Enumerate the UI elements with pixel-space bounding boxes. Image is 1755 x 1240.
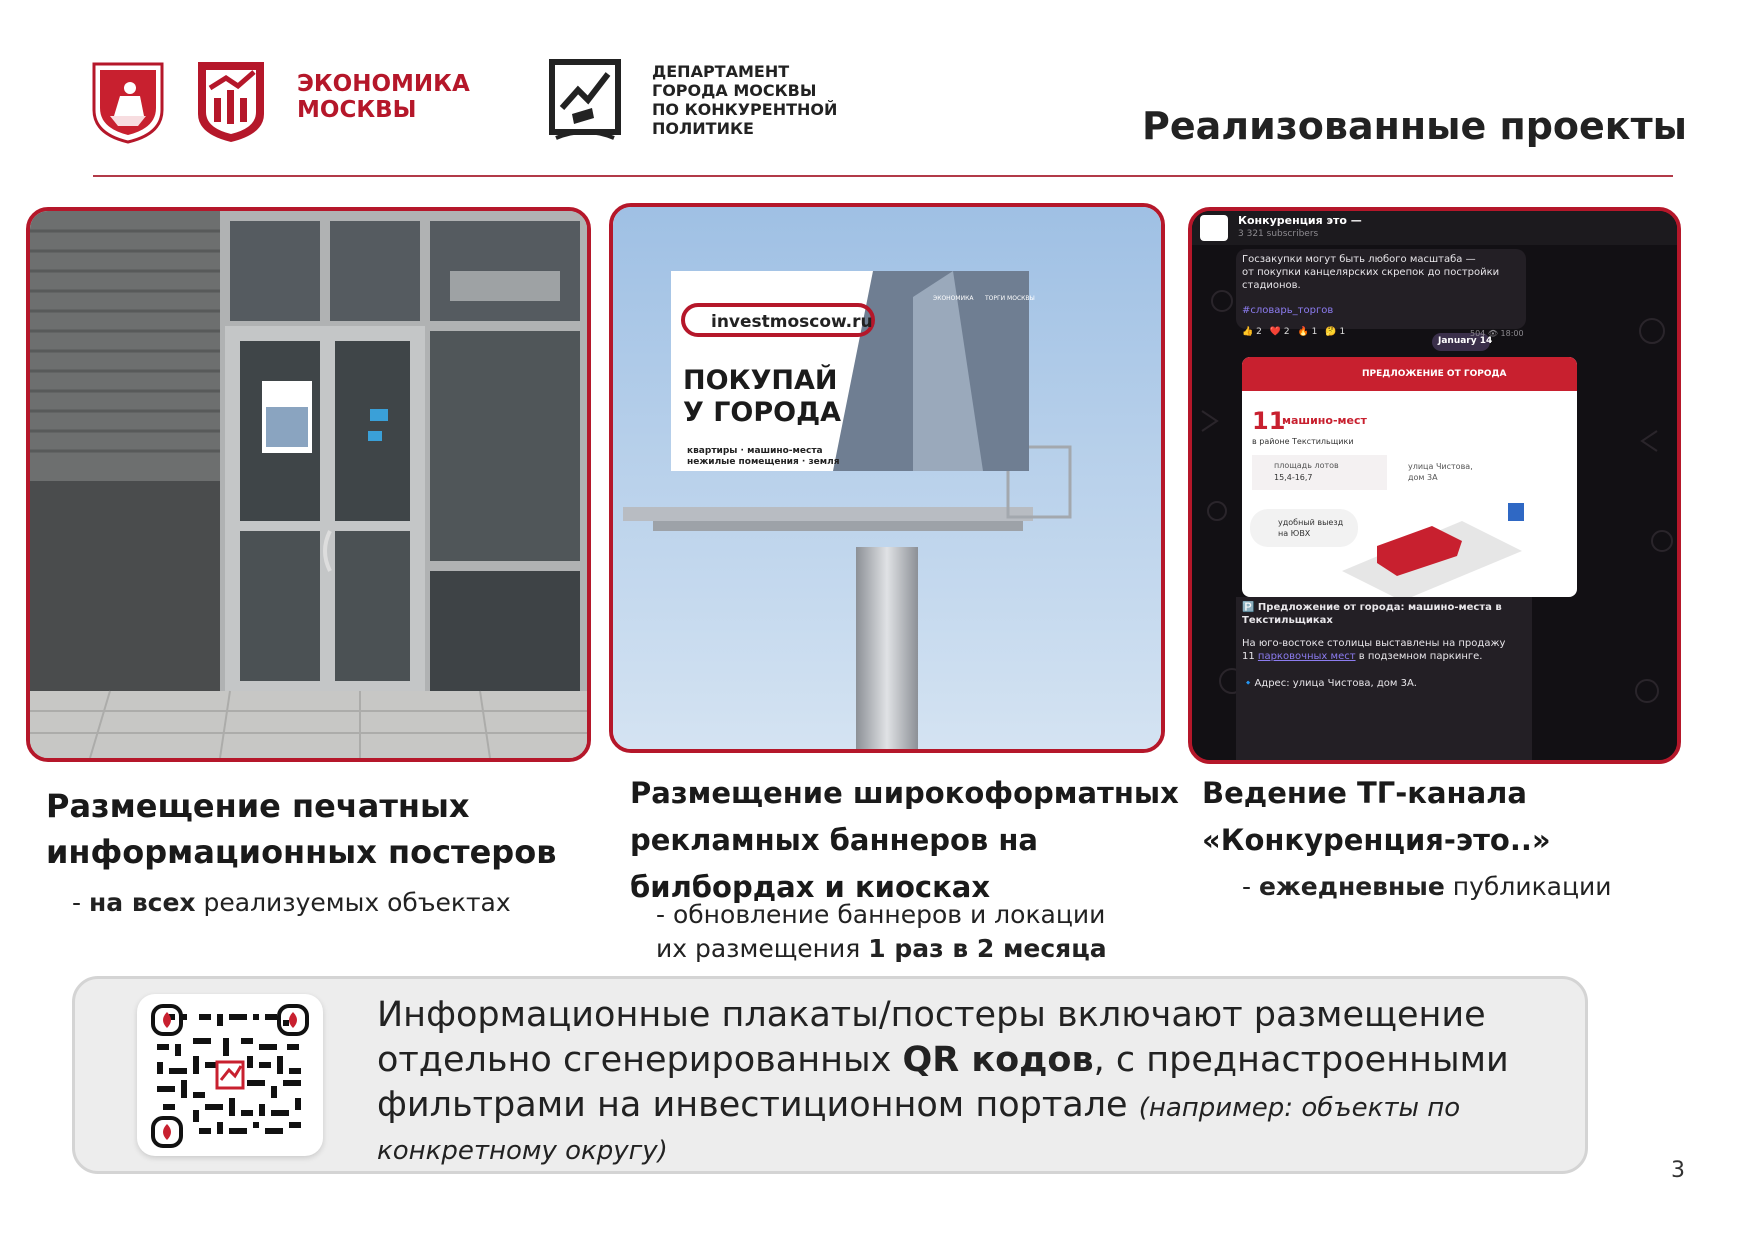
qr-info-box [72,976,1588,1174]
tg-offer-unit: машино-мест [1282,414,1367,427]
tg-date-badge: January 14 [1438,336,1493,346]
billboard-line-1: квартиры · машино-места [687,446,823,456]
billboard-logo-label-2: ТОРГИ МОСКВЫ [985,295,1035,302]
qr-info-text: Информационные плакаты/постеры включают размещение отдельно сгенерированных QR кодов, с преднастроенными фильтрами на инвестиционном портале (например: объекты по конкретному округу) [377,995,1509,1166]
card3-title: Ведение ТГ-канала «Конкуренция-это..» [1202,776,1551,857]
economy-moscow-logo [194,58,268,144]
header-divider [93,175,1673,177]
tg-reaction[interactable]: 🔥 1 [1297,327,1318,337]
page-number: 3 [1671,1158,1685,1183]
card2-subtitle: - обновление баннеров и локации их размещения 1 раз в 2 месяца [656,900,1107,963]
card-poster-photo [26,207,591,762]
qr-code-icon [137,994,323,1156]
page-title: Реализованные проекты [1142,104,1687,148]
competition-department-logo-text: ДЕПАРТАМЕНТ ГОРОДА МОСКВЫ ПО КОНКУРЕНТНОЙ ПОЛИТИКЕ [652,62,838,138]
card1-subtitle: - на всех реализуемых объектах [72,888,511,917]
tg-channel-name: Конкуренция это — [1238,214,1362,227]
moscow-coat-of-arms-logo [90,60,166,144]
economy-moscow-logo-text: ЭКОНОМИКА МОСКВЫ [297,71,470,124]
billboard-line-2: нежилые помещения · земля [687,457,840,467]
tg-parking-link[interactable]: парковочных мест [1257,651,1356,662]
tg-reactions[interactable] [1242,327,1345,337]
card2-title: Размещение широкоформатных рекламных баннеров на билбордах и киосках [630,776,1179,904]
card3-subtitle: - ежедневные публикации [1242,872,1612,901]
tg-subscribers: 3 321 subscribers [1238,229,1319,239]
building-entrance-photo [30,211,587,758]
billboard-headline-1: ПОКУПАЙ [683,365,838,396]
tg-exit: удобный выезд на ЮВХ [1278,518,1344,538]
tg-views: 504 👁 18:00 [1470,329,1524,338]
billboard-headline-2: У ГОРОДА [683,397,842,428]
tg-lot-area-label: площадь лотов [1274,461,1339,470]
tg-post2: 🅿️ Предложение от города: машино-места в Текстильщиках На юго-востоке столицы выставлены на продажу 11 парковочных мест в подземном паркинге. 🔹Адрес: улица Чистова, дом 3А. [1242,602,1506,689]
tg-offer-header: ПРЕДЛОЖЕНИЕ ОТ ГОРОДА [1362,369,1507,379]
competition-department-logo [548,58,622,144]
billboard-logo-label-1: ЭКОНОМИКА [933,295,974,302]
card1-title: Размещение печатных информационных постеров [46,787,557,871]
card-billboard [609,203,1165,753]
tg-reaction[interactable]: ❤️ 2 [1269,327,1290,337]
tg-offer-area: в районе Текстильщики [1252,437,1354,446]
tg-lot-area-value: 15,4-16,7 [1274,473,1313,482]
tg-offer-number: 11 [1252,407,1286,435]
tg-address: улица Чистова, дом 3А [1408,462,1473,482]
billboard-url: investmoscow.ru [711,312,873,332]
tg-post1-text: Госзакупки могут быть любого масштаба — от покупки канцелярских скрепок до постройки стадионов. [1242,254,1500,291]
tg-reaction[interactable]: 👍 2 [1242,327,1262,337]
tg-hashtag[interactable]: #словарь_торгов [1242,305,1334,316]
billboard-image [613,207,1161,749]
card-telegram [1188,207,1681,764]
qr-code[interactable] [137,994,323,1156]
tg-reaction[interactable]: 🤔 1 [1325,327,1346,337]
